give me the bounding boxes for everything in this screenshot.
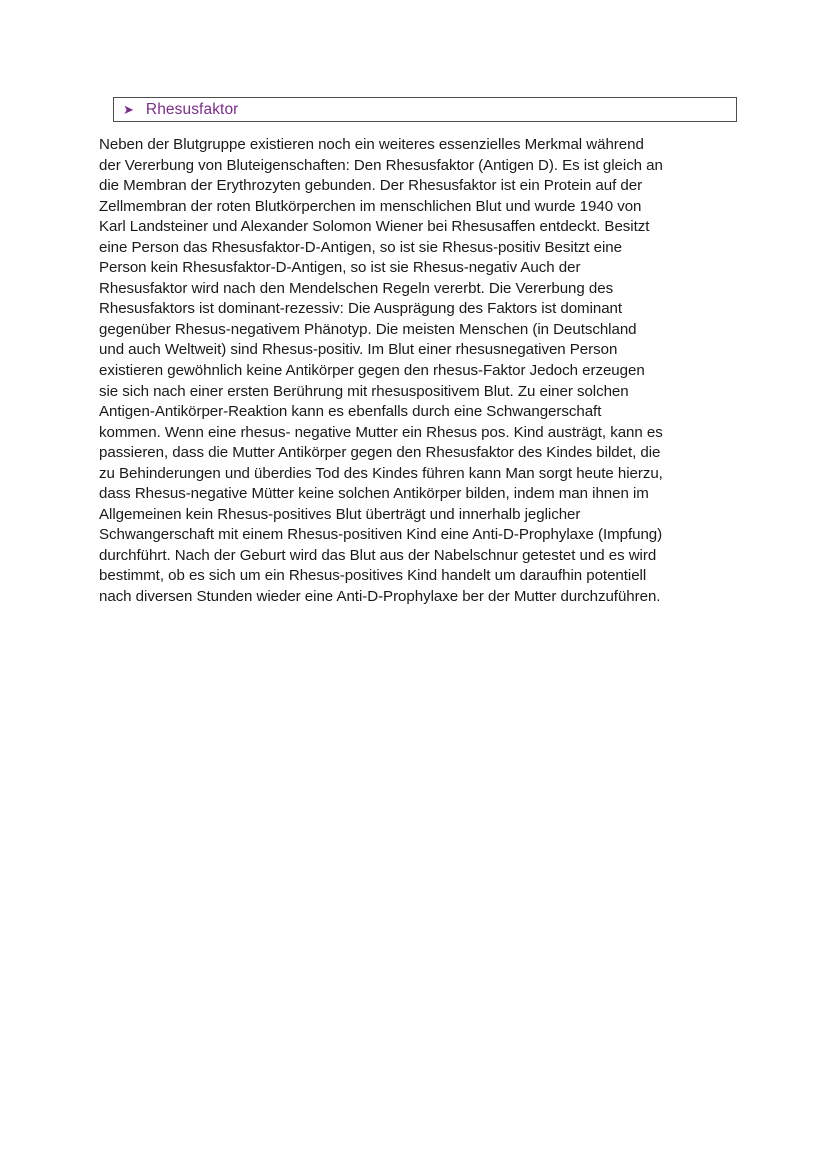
section-heading-box (113, 97, 737, 122)
paragraph-line: Karl Landsteiner und Alexander Solomon Wiener bei Rhesusaffen entdeckt. Besitzt (99, 218, 650, 236)
paragraph-line: der Vererbung von Bluteigenschaften: Den Rhesusfaktor (Antigen D). Es ist gleich an (99, 156, 663, 174)
paragraph-line: Neben der Blutgruppe existieren noch ein weiteres essenzielles Merkmal während (99, 136, 644, 153)
arrowhead-bullet-icon: ➤ (123, 102, 134, 117)
paragraph-line: bestimmt, ob es sich um ein Rhesus-positives Kind handelt um daraufhin potentiell (99, 567, 647, 585)
paragraph-line: Antigen-Antikörper-Reaktion kann es ebenfalls durch eine Schwangerschaft (99, 403, 602, 421)
paragraph-line: dass Rhesus-negative Mütter keine solchen Antikörper bilden, indem man ihnen im (99, 485, 649, 503)
body-paragraph (99, 135, 739, 608)
paragraph-line: durchführt. Nach der Geburt wird das Blut aus der Nabelschnur getestet und es wird (99, 546, 657, 564)
paragraph-line: gegenüber Rhesus-negativem Phänotyp. Die meisten Menschen (in Deutschland (99, 320, 637, 338)
paragraph-line: passieren, dass die Mutter Antikörper gegen den Rhesusfaktor des Kindes bildet, die (99, 444, 661, 462)
section-title: Rhesusfaktor (145, 100, 239, 118)
paragraph-line: Rhesusfaktor wird nach den Mendelschen Regeln vererbt. Die Vererbung des (99, 279, 614, 297)
paragraph-line: zu Behinderungen und überdies Tod des Kindes führen kann Man sorgt heute hierzu, (99, 464, 663, 482)
paragraph-line: Schwangerschaft mit einem Rhesus-positiven Kind eine Anti-D-Prophylaxe (Impfung) (99, 526, 663, 544)
paragraph-line: Rhesusfaktors ist dominant-rezessiv: Die Ausprägung des Faktors ist dominant (99, 300, 623, 318)
paragraph-line: existieren gewöhnlich keine Antikörper gegen den rhesus-Faktor Jedoch erzeugen (99, 362, 645, 380)
paragraph-line: sie sich nach einer ersten Berührung mit rhesuspositivem Blut. Zu einer solchen (99, 382, 629, 400)
paragraph-line: kommen. Wenn eine rhesus- negative Mutter ein Rhesus pos. Kind austrägt, kann es (99, 423, 663, 441)
paragraph-line: Allgemeinen kein Rhesus-positives Blut überträgt und innerhalb jeglicher (99, 505, 581, 523)
paragraph-line: Zellmembran der roten Blutkörperchen im menschlichen Blut und wurde 1940 von (99, 197, 642, 215)
paragraph-line: nach diversen Stunden wieder eine Anti-D-Prophylaxe ber der Mutter durchzuführen. (99, 588, 661, 606)
paragraph-line: Person kein Rhesusfaktor-D-Antigen, so ist sie Rhesus-negativ Auch der (99, 259, 581, 277)
paragraph-line: eine Person das Rhesusfaktor-D-Antigen, so ist sie Rhesus-positiv Besitzt eine (99, 238, 622, 256)
paragraph-line: die Membran der Erythrozyten gebunden. Der Rhesusfaktor ist ein Protein auf der (99, 177, 643, 195)
paragraph-line: und auch Weltweit) sind Rhesus-positiv. Im Blut einer rhesusnegativen Person (99, 341, 618, 359)
